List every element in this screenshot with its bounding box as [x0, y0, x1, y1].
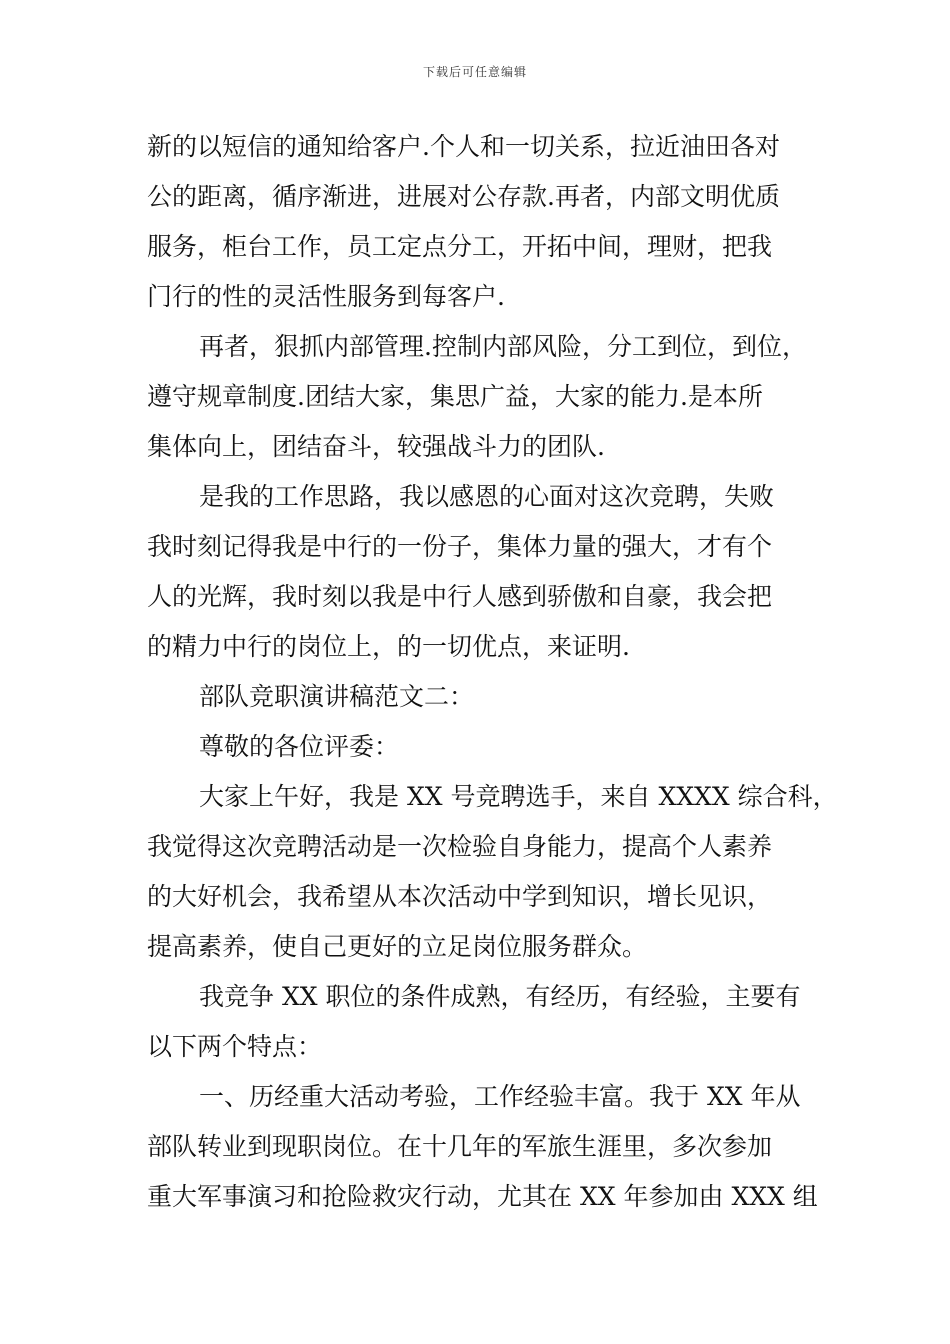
page-header: 下载后可任意编辑: [422, 65, 527, 79]
text-line: 以下两个特点：: [147, 1032, 323, 1061]
text-line: 新的以短信的通知给客户.个人和一切关系，拉近油田各对: [147, 132, 780, 161]
text-line: 门行的性的灵活性服务到每客户.: [147, 282, 505, 311]
text-line: 公的距离，循序渐进，进展对公存款.再者，内部文明优质: [147, 182, 780, 211]
text-line: 提高素养，使自己更好的立足岗位服务群众。: [147, 932, 648, 961]
text-line: 重大军事演习和抢险救灾行动，尤其在 XX 年参加由 XXX 组: [147, 1182, 818, 1211]
text-line: 大家上午好，我是 XX 号竞聘选手，来自 XXXX 综合科，: [199, 782, 838, 811]
text-line: 我时刻记得我是中行的一份子，集体力量的强大，才有个: [147, 532, 773, 561]
text-line: 再者，狠抓内部管理.控制内部风险，分工到位，到位，: [199, 332, 807, 361]
text-line: 的大好机会，我希望从本次活动中学到知识，增长见识，: [147, 882, 773, 911]
text-line: 遵守规章制度.团结大家，集思广益，大家的能力.是本所: [147, 382, 763, 411]
text-line: 我竞争 XX 职位的条件成熟，有经历，有经验，主要有: [199, 982, 801, 1011]
text-line: 一、历经重大活动考验，工作经验丰富。我于 XX 年从: [199, 1082, 801, 1111]
document-body: [147, 122, 838, 1222]
text-line: 部队转业到现职岗位。在十几年的军旅生涯里，多次参加: [147, 1132, 773, 1161]
text-line: 的精力中行的岗位上，的一切优点，来证明.: [147, 632, 630, 661]
text-line: 尊敬的各位评委：: [199, 732, 400, 761]
text-line: 是我的工作思路，我以感恩的心面对这次竞聘，失败: [199, 482, 775, 511]
text-line: 服务，柜台工作，员工定点分工，开拓中间，理财，把我: [147, 232, 773, 261]
text-line: 部队竞职演讲稿范文二：: [199, 682, 475, 711]
text-line: 我觉得这次竞聘活动是一次检验自身能力，提高个人素养: [147, 832, 773, 861]
text-line: 人的光辉，我时刻以我是中行人感到骄傲和自豪，我会把: [147, 582, 773, 611]
text-line: 集体向上，团结奋斗，较强战斗力的团队.: [147, 432, 605, 461]
